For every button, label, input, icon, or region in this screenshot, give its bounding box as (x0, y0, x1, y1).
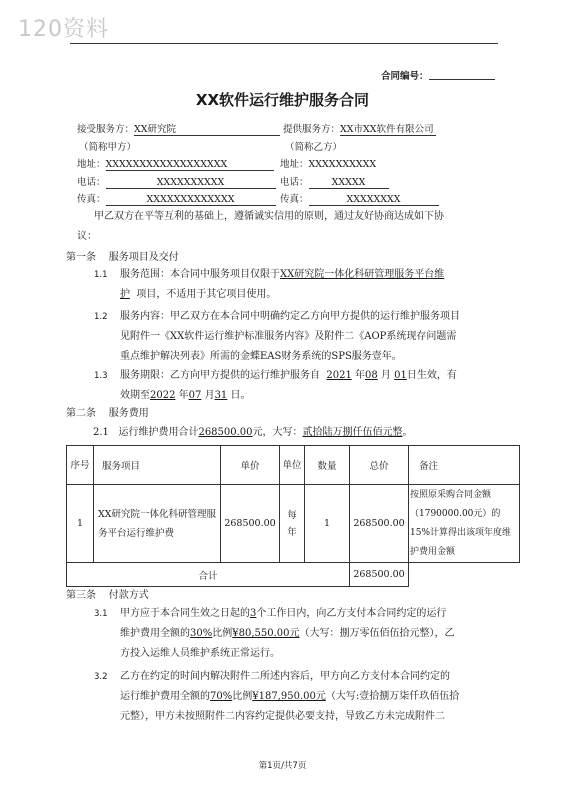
phone-a-value: XXXXXXXXXX (106, 177, 276, 189)
header-cell: 数量 (305, 446, 350, 485)
fee-amount-chinese: 贰拾陆万捌仟伍佰元整 (302, 427, 403, 438)
article-title: 服务费用 (108, 408, 149, 419)
fax-b (280, 191, 439, 206)
payment-amount: ¥187,950.00元 (252, 691, 326, 702)
party-a-abbr: （简称甲方） (79, 142, 137, 153)
month-char: 月 (204, 390, 215, 401)
article-number: 第一条 (66, 252, 96, 263)
project-name: XX研究院一体化科研管理服务平台维 (280, 269, 445, 280)
clause-number: 2.1 (93, 427, 109, 438)
clause-text: 日。 (230, 390, 251, 401)
year-char: 年 (178, 390, 189, 401)
clause-text: 甲方应于本合同生效之日起的 (120, 608, 250, 619)
article-title: 付款方式 (108, 590, 149, 601)
total-label: 合计 (67, 563, 350, 587)
row-number: 1 (67, 485, 94, 563)
clause-2-1 (93, 423, 413, 442)
clause-3-1-line-3: 方投入运维人员维护系统正常运行。 (120, 648, 280, 659)
clause-3-1-line-1 (120, 604, 446, 623)
clause-text: 效期至 (120, 390, 150, 401)
payment-percent: 70% (210, 691, 233, 702)
fee-amount: 268500.00 (198, 427, 253, 438)
clause-text: 。 (402, 427, 413, 438)
clause-text: 项目，不适用于其它项目使用。 (136, 289, 277, 300)
address-b-value: XXXXXXXXXX (308, 159, 377, 170)
remark: 按照原采购合同金额（1790000.00元）的15%计算得出该项年度维护费用金额 (409, 485, 520, 563)
clause-3-2-line-1: 乙方在约定的时间内解决附件二所述内容后，甲方向乙方支付本合同约定的 (120, 671, 450, 682)
header-cell: 总价 (350, 446, 409, 485)
contract-number-blank (429, 69, 495, 80)
article-number: 第三条 (66, 590, 96, 601)
fax-b-value: XXXXXXXX (309, 194, 439, 206)
phone-label: 电话： (280, 177, 309, 188)
contract-number-label: 合同编号： (381, 71, 429, 82)
watermark: 120资料 (18, 17, 109, 42)
document-title: XX软件运行维护服务合同 (195, 91, 370, 109)
intro-line-2: 议： (77, 231, 97, 242)
table-header-row (67, 446, 520, 485)
address-b (280, 156, 376, 170)
header-cell: 服务项目 (94, 446, 221, 485)
start-month: 08 (365, 370, 378, 381)
clause-1-2-line-1: 服务内容：甲乙双方在本合同中明确约定乙方向甲方提供的运行维护服务项目 (120, 311, 460, 322)
clause-1-3-line-1 (120, 366, 457, 385)
clause-3-2-line-3: 元整），甲方未按照附件二内容约定提供必要支持，导致乙方未完成附件二 (120, 711, 445, 722)
table-row (67, 485, 520, 563)
clause-text: 比例 (232, 691, 253, 702)
address-label: 地址： (280, 159, 309, 170)
end-year: 2022 (150, 390, 176, 401)
total-price: 268500.00 (350, 485, 409, 563)
header-cell: 序号 (67, 446, 94, 485)
party-b-abbr: （简称乙方） (285, 142, 343, 153)
clause-text: 个工作日内，向乙方支付本合同约定的运行 (256, 608, 447, 619)
clause-1-2-line-3: 重点维护解决列表》所需的金蝶EAS财务系统的SPS服务壹年。 (120, 351, 402, 362)
clause-text: 运行维护费用合计 (118, 427, 199, 438)
project-name-cont: 护 (120, 289, 130, 300)
end-day: 31 (214, 390, 228, 401)
clause-1-1-line-1 (120, 265, 444, 284)
header-cell: 备注 (409, 446, 520, 485)
total-value: 268500.00 (350, 563, 409, 587)
fax-a (77, 191, 276, 206)
clause-number: 1.1 (94, 270, 108, 280)
party-b (283, 121, 436, 136)
working-days: 3 (250, 608, 257, 619)
payment-percent: 30% (190, 628, 213, 639)
clause-number: 1.2 (94, 312, 108, 322)
clause-text: 元，大写： (252, 427, 303, 438)
article-3-heading (66, 586, 149, 605)
clause-number: 3.1 (94, 609, 108, 619)
header-cell: 单价 (221, 446, 280, 485)
article-title: 服务项目及交付 (108, 252, 179, 263)
empty-cell (409, 563, 520, 587)
clause-3-2-line-2 (120, 687, 459, 706)
header-cell: 单位 (280, 446, 305, 485)
fax-label: 传真： (77, 194, 106, 205)
party-b-label: 提供服务方： (283, 124, 341, 135)
clause-1-1-line-2 (120, 285, 276, 304)
year-char: 年 (355, 370, 365, 381)
quantity: 1 (305, 485, 350, 563)
phone-a (77, 174, 276, 189)
clause-text: 比例 (212, 628, 233, 639)
clause-3-1-line-2 (120, 624, 455, 643)
service-item: XX研究院一体化科研管理服务平台运行维护费 (94, 485, 221, 563)
unit-price: 268500.00 (221, 485, 280, 563)
clause-number: 3.2 (94, 672, 108, 682)
end-month: 07 (188, 390, 202, 401)
fee-table (66, 445, 520, 587)
phone-b (280, 174, 389, 189)
address-a (77, 156, 274, 171)
party-a-label: 接受服务方： (77, 124, 135, 135)
month-char: 月 (380, 370, 391, 381)
party-a (77, 121, 280, 136)
start-day: 01 (394, 370, 407, 381)
unit: 每年 (280, 485, 305, 563)
header-rule (70, 43, 498, 44)
fax-a-value: XXXXXXXXXXXXX (106, 194, 276, 206)
clause-text: 运行维护费用全额的 (120, 691, 210, 702)
clause-1-2-line-2: 见附件一《XX软件运行维护标准服务内容》及附件二《AOP系统现存问题需 (120, 331, 457, 342)
clause-text: 维护费用全额的 (120, 628, 190, 639)
party-a-name: XX研究院 (134, 121, 280, 136)
fax-label: 传真： (280, 194, 309, 205)
clause-text: （大写:壹拾捌万柒仟玖佰伍拾 (325, 691, 460, 702)
address-label: 地址： (77, 159, 106, 170)
clause-text: （大写：捌万零伍佰伍拾元整），乙 (299, 628, 455, 639)
intro-line-1: 甲乙双方在平等互利的基础上，遵循诚实信用的原则，通过友好协商达成如下协 (94, 211, 444, 222)
phone-b-value: XXXXX (309, 177, 389, 189)
party-b-name: XX市XX软件有限公司 (340, 121, 436, 136)
contract-number (381, 68, 495, 82)
table-total-row (67, 563, 520, 587)
article-number: 第二条 (66, 408, 96, 419)
article-2-heading (66, 404, 149, 423)
clause-text: 服务期限：乙方向甲方提供的运行维护服务自 (120, 370, 320, 381)
start-year: 2021 (326, 370, 352, 381)
clause-text: 日生效，有 (406, 370, 457, 381)
clause-number: 1.3 (94, 371, 108, 381)
clause-text: 服务范围：本合同中服务项目仅限于 (120, 269, 280, 280)
payment-amount: ¥80,550.00元 (232, 628, 300, 639)
phone-label: 电话： (77, 177, 106, 188)
address-a-value: XXXXXXXXXXXXXXXXXX (106, 159, 274, 171)
clause-1-3-line-2 (120, 386, 250, 405)
page-footer: 第1页/共7页 (258, 761, 307, 771)
